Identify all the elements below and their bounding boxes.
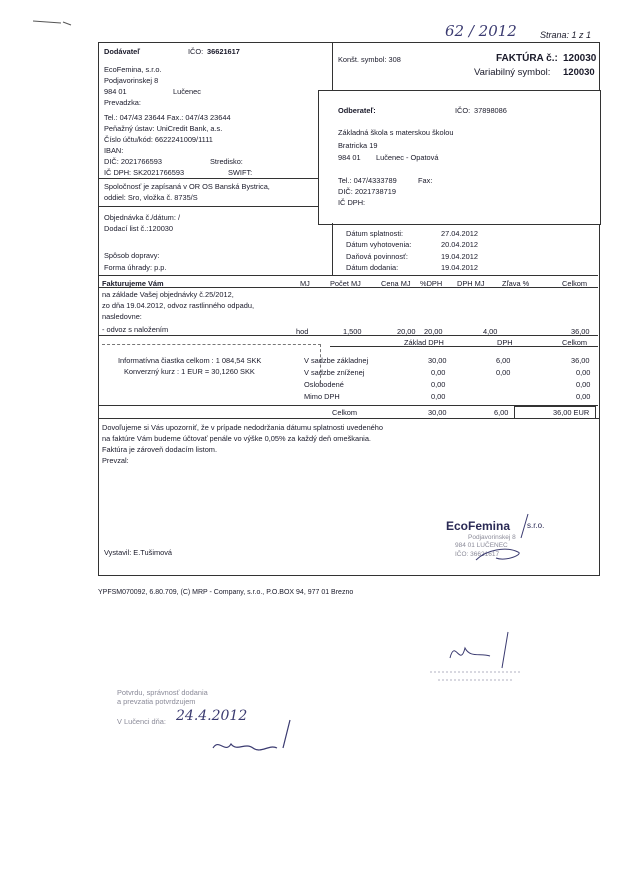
invoice-number: 120030 (563, 53, 597, 64)
item-vat-mj: 4,00 (483, 327, 498, 336)
manager-signature (420, 628, 530, 688)
item-total: 36,00 (571, 327, 590, 336)
date-label: Dátum dodania: (346, 263, 399, 272)
summary-row-base: 0,00 (431, 392, 446, 401)
dates-divider (332, 223, 333, 275)
summary-row-label: Oslobodené (304, 380, 344, 389)
item-bottom-line (98, 335, 598, 336)
summary-row-vat: 6,00 (496, 356, 511, 365)
customer-zip: 984 01 (338, 153, 361, 162)
summary-total-header: Celkom (562, 338, 588, 347)
supplier-label: Dodávateľ (104, 47, 141, 56)
date-value: 27.04.2012 (441, 229, 478, 238)
item-name: - odvoz s naložením (102, 325, 169, 334)
items-title: Fakturujeme Vám (102, 279, 164, 288)
summary-total-vat: 6,00 (494, 408, 509, 417)
customer-city: Lučenec - Opatová (376, 153, 439, 162)
info-line-2: Konverzný kurz : 1 EUR = 30,1260 SKK (124, 367, 255, 376)
date-value: 19.04.2012 (441, 263, 478, 272)
customer-street: Bratricka 19 (338, 141, 378, 150)
description-line: zo dňa 19.04.2012, odvoz rastlinného odpadu, (102, 301, 255, 310)
page-label: Strana: 1 z 1 (540, 30, 592, 40)
summary-row-label: V sadzbe zníženej (304, 368, 365, 377)
supplier-zip: 984 01 (104, 87, 127, 96)
item-price: 20,00 (397, 327, 416, 336)
col-discount: Zľava % (502, 279, 530, 288)
const-symbol: Konšt. symbol: 308 (338, 55, 401, 64)
col-vat-mj: DPH MJ (457, 279, 485, 288)
handwritten-number: 62 / 2012 (445, 22, 517, 40)
customer-ico: 37898086 (474, 106, 507, 115)
footer-line: YPFSM070092, 6.80.709, (C) MRP - Company, s.r.o., P.O.BOX 94, 977 01 Brezno (98, 589, 354, 596)
supplier-name: EcoFemina, s.r.o. (104, 65, 162, 74)
delivery-note: Dodací list č.:120030 (104, 224, 174, 233)
date-label: Dátum splatnosti: (346, 229, 404, 238)
receipt-signature (205, 718, 305, 768)
stamp-line: 984 01 LUČENEC (455, 542, 508, 549)
info-line-1: Informatívna čiastka celkom : 1 084,54 SKK (118, 356, 262, 365)
col-price: Cena MJ (381, 279, 411, 288)
notice-line: Faktúra je zároveň dodacím listom. (102, 445, 218, 454)
stamp-company: EcoFemina (446, 519, 511, 533)
supplier-street: Podjavorinskej 8 (104, 76, 159, 85)
col-mj: MJ (300, 279, 310, 288)
supplier-dic: DIČ: 2021766593 (104, 157, 162, 166)
payment-method: Forma úhrady: p.p. (104, 263, 167, 272)
col-vat-pct: %DPH (420, 279, 443, 288)
order-line: Objednávka č./dátum: / (104, 213, 180, 222)
supplier-register-line (98, 178, 320, 179)
item-vat-pct: 20,00 (424, 327, 443, 336)
summary-header-line (330, 346, 598, 347)
shipping-method: Spôsob dopravy: (104, 251, 160, 260)
supplier-ico: 36621617 (207, 47, 240, 56)
supplier-icdph: IČ DPH: SK2021766593 (104, 168, 185, 177)
supplier-account: Číslo účtu/kód: 6622241009/1111 (104, 135, 213, 144)
customer-phone: Tel.: 047/4333789 (338, 176, 397, 185)
summary-row-label: Mimo DPH (304, 392, 340, 401)
notice-line: na faktúre Vám budeme účtovať penále vo výške 0,05% za každý deň omeškania. (102, 434, 371, 443)
stamp-line: Podjavorinskej 8 (468, 534, 516, 541)
receipt-line-1: Potvrdu, správnosť dodania (117, 688, 208, 697)
summary-total-label: Celkom (332, 408, 358, 417)
summary-row-total: 0,00 (576, 380, 591, 389)
supplier-iban: IBAN: (104, 146, 124, 155)
summary-row-base: 0,00 (431, 380, 446, 389)
date-value: 19.04.2012 (441, 252, 478, 261)
receipt-date: 24.4.2012 (176, 708, 248, 724)
supplier-city: Lučenec (173, 87, 201, 96)
item-mj: hod (296, 327, 309, 336)
var-symbol-label: Variabilný symbol: (474, 67, 551, 78)
date-label: Daňová povinnosť: (346, 252, 408, 261)
stamp-line: IČO: 36621617 (455, 551, 500, 558)
supplier-register-1: Spoločnosť je zapísaná v OR OS Banská Bystrica, (104, 182, 270, 191)
supplier-center: Stredisko: (210, 157, 243, 166)
summary-row-total: 36,00 (571, 356, 590, 365)
supplier-register-2: oddiel: Sro, vložka č. 8735/S (104, 193, 198, 202)
summary-row-base: 30,00 (428, 356, 447, 365)
summary-row-base: 0,00 (431, 368, 446, 377)
summary-base-header: Základ DPH (404, 338, 444, 347)
description-line: nasledovne: (102, 312, 142, 321)
date-label: Dátum vyhotovenia: (346, 240, 412, 249)
summary-row-total: 0,00 (576, 392, 591, 401)
customer-fax: Fax: (418, 176, 433, 185)
customer-icdph: IČ DPH: (338, 198, 366, 207)
item-qty: 1,500 (343, 327, 362, 336)
date-value: 20.04.2012 (441, 240, 478, 249)
notice-line: Dovoľujeme si Vás upozorniť, že v prípade nedodržania dátumu splatnosti uvedeného (102, 423, 384, 432)
description-line: na základe Vašej objednávky č.25/2012, (102, 290, 234, 299)
summary-row-vat: 0,00 (496, 368, 511, 377)
customer-name: Základná škola s materskou školou (338, 128, 454, 137)
supplier-bottom-line (98, 206, 320, 207)
summary-row-label: V sadzbe základnej (304, 356, 369, 365)
supplier-branch: Prevadzka: (104, 98, 141, 107)
receipt-line-2: a prevzatia potvrdzujem (117, 697, 196, 706)
supplier-bank: Peňažný ústav: UniCredit Bank, a.s. (104, 124, 223, 133)
stamp-suffix: s.r.o. (527, 521, 545, 530)
customer-ico-label: IČO: (455, 106, 471, 115)
supplier-swift: SWIFT: (228, 168, 253, 177)
notice-line: Prevzal: (102, 456, 129, 465)
items-header-top (98, 275, 598, 276)
summary-total-total: 36,00 EUR (553, 408, 590, 417)
supplier-phone: Tel.: 047/43 23644 Fax.: 047/43 23644 (104, 113, 231, 122)
summary-total-base: 30,00 (428, 408, 447, 417)
col-qty: Počet MJ (330, 279, 361, 288)
receipt-date-label: V Lučenci dňa: (117, 717, 166, 726)
stamp-signature (466, 510, 556, 570)
col-total: Celkom (562, 279, 588, 288)
invoice-label: FAKTÚRA č.: (496, 53, 558, 64)
customer-dic: DIČ: 2021738719 (338, 187, 396, 196)
corner-mark (33, 14, 73, 18)
supplier-ico-label: IČO: (188, 47, 204, 56)
summary-row-total: 0,00 (576, 368, 591, 377)
issued-by: Vystavil: E.Tušimová (104, 548, 173, 557)
items-header-bottom (98, 287, 598, 288)
summary-vat-header: DPH (497, 338, 513, 347)
customer-label: Odberateľ: (338, 106, 376, 115)
var-symbol: 120030 (563, 67, 595, 78)
